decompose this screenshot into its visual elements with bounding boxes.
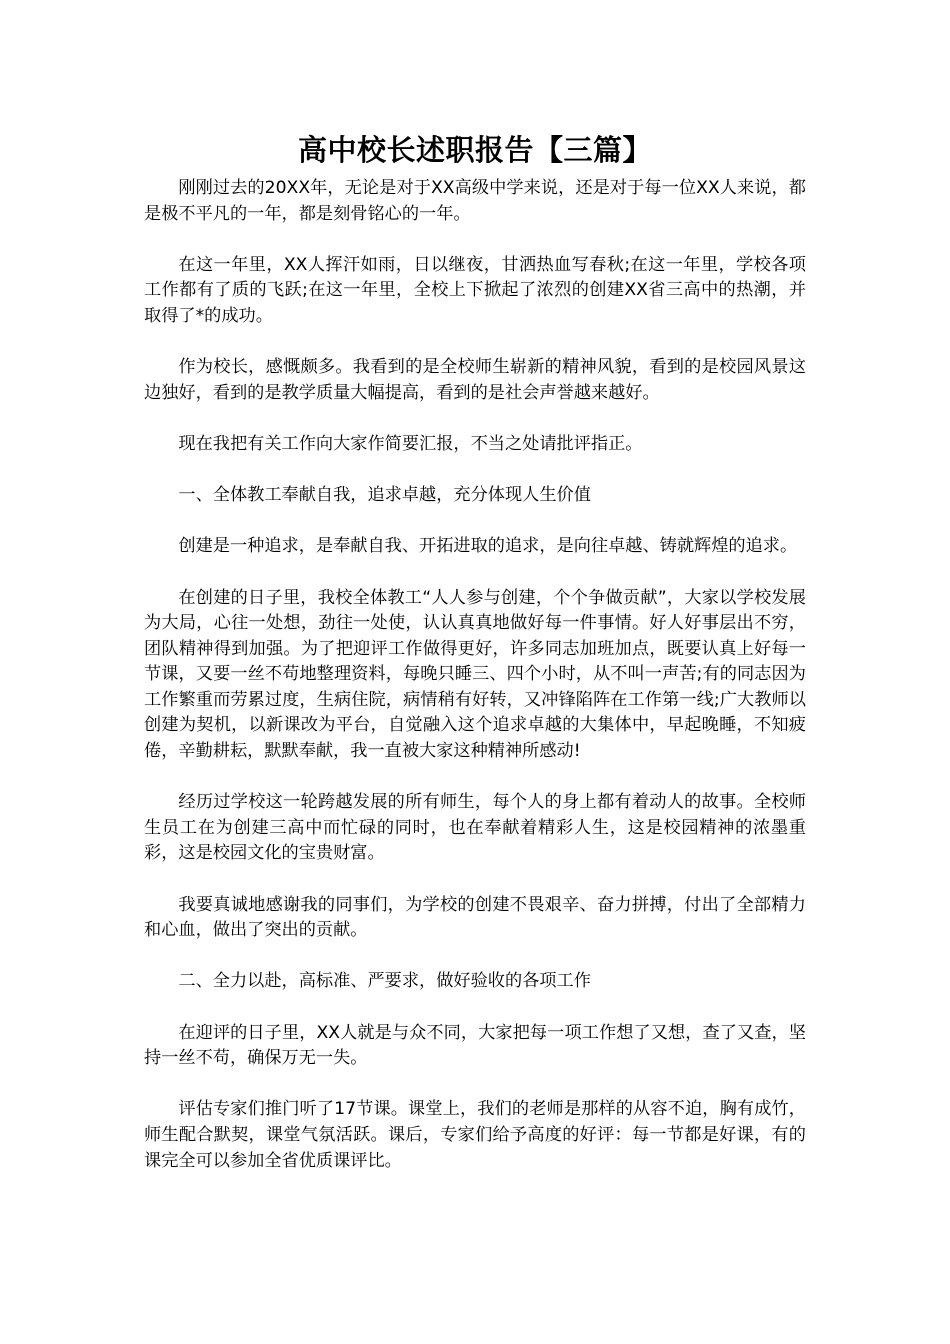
paragraph-1: 刚刚过去的20XX年，无论是对于XX高级中学来说，还是对于每一位XX人来说，都是极不平凡的一年，都是刻骨铭心的一年。 — [144, 178, 806, 224]
paragraph-8: 我要真诚地感谢我的同事们，为学校的创建不畏艰辛、奋力拼搏，付出了全部精力和心血，做出了突出的贡献。 — [144, 894, 806, 941]
section-heading-2: 二、全力以赴，高标准、严要求，做好验收的各项工作 — [178, 971, 591, 992]
paragraph-10: 评估专家们推门听了17节课。课堂上，我们的老师是那样的从容不迫，胸有成竹，师生配合默契，课堂气氛活跃。课后，专家们给予高度的好评：每一节都是好课，有的课完全可以参加全省优质课评比。 — [144, 1099, 806, 1171]
paragraph-4: 现在我把有关工作向大家作简要汇报，不当之处请批评指正。 — [178, 433, 643, 454]
section-heading-1: 一、全体教工奉献自我，追求卓越，充分体现人生价值 — [178, 485, 591, 506]
document-body — [144, 176, 806, 1200]
paragraph-9: 在迎评的日子里，XX人就是与众不同，大家把每一项工作想了又想，查了又查，坚持一丝不苟，确保万无一失。 — [144, 1022, 806, 1069]
paragraph-2: 在这一年里，XX人挥汗如雨，日以继夜，甘洒热血写春秋;在这一年里，学校各项工作都有了质的飞跃;在这一年里，全校上下掀起了浓烈的创建XX省三高中的热潮，并取得了*的成功。 — [144, 254, 806, 326]
paragraph-3: 作为校长，感慨颇多。我看到的是全校师生崭新的精神风貌，看到的是校园风景这边独好，看到的是教学质量大幅提高，看到的是社会声誉越来越好。 — [144, 357, 806, 403]
paragraph-5: 创建是一种追求，是奉献自我、开拓进取的追求，是向往卓越、铸就辉煌的追求。 — [178, 536, 798, 557]
paragraph-6: 在创建的日子里，我校全体教工“人人参与创建，个个争做贡献”，大家以学校发展为大局，心往一处想，劲往一处使，认认真真地做好每一件事情。好人好事层出不穷，团队精神得到加强。为了把迎评工作做得更好，许多同志加班加点，既要认真上好每一节课，又要一丝不苟地整理资料，每晚只睡三、四个小时，从不叫一声苦;有的同志因为工作繁重而劳累过度，生病住院，病情稍有好转，又冲锋陷阵在工作第一线;广大教师以创建为契机，以新课改为平台，自觉融入这个追求卓越的大集体中，早起晚睡，不知疲倦，辛勤耕耘，默默奉献，我一直被大家这种精神所感动! — [144, 587, 806, 762]
paragraph-7: 经历过学校这一轮跨越发展的所有师生，每个人的身上都有着动人的故事。全校师生员工在为创建三高中而忙碌的同时，也在奉献着精彩人生，这是校园精神的浓墨重彩，这是校园文化的宝贵财富。 — [144, 792, 806, 864]
document-title: 高中校长述职报告【三篇】 — [297, 133, 652, 167]
